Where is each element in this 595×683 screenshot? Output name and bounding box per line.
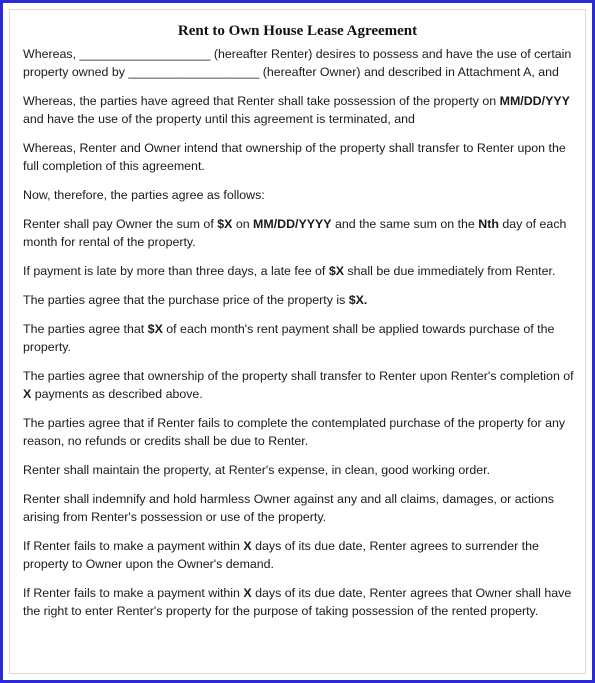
clause-paragraph — [23, 215, 578, 251]
clause-paragraph — [23, 291, 578, 309]
clause-text: The parties agree that the purchase price of the property is — [23, 293, 349, 307]
placeholder-value: $X — [217, 217, 233, 231]
clause-text: If payment is late by more than three days, a late fee of — [23, 264, 329, 278]
clause-paragraph — [23, 584, 578, 620]
placeholder-value: X — [243, 539, 252, 553]
clause-text: and have the use of the property until this agreement is terminated, and — [23, 112, 415, 126]
clause-text: The parties agree that if Renter fails to complete the contemplated purchase of the property for any reason, no refunds or credits shall be due to Renter. — [23, 416, 566, 448]
document-title: Rent to Own House Lease Agreement — [177, 23, 418, 39]
clause-paragraph — [23, 262, 578, 280]
clause-text: payments as described above. — [31, 387, 203, 401]
document-body — [23, 45, 578, 631]
placeholder-value: X — [23, 387, 32, 401]
clause-text: Whereas, ___________________ (hereafter Renter) desires to possess and have the use of certain property owned by ___________________ (hereafter Owner) and described in Attachment A, and — [23, 47, 572, 79]
clause-paragraph — [23, 367, 578, 403]
clause-text: Whereas, Renter and Owner intend that ownership of the property shall transfer to Renter upon the full completion of this agreement. — [23, 141, 566, 173]
clause-text: Renter shall indemnify and hold harmless Owner against any and all claims, damages, or actions arising from Renter's possession or use of the property. — [23, 492, 555, 524]
clause-text: on — [232, 217, 254, 231]
clause-text: and the same sum on the — [331, 217, 479, 231]
clause-paragraph — [23, 186, 578, 204]
clause-paragraph — [23, 461, 578, 479]
clause-paragraph — [23, 414, 578, 450]
placeholder-value: $X — [147, 322, 163, 336]
clause-paragraph — [23, 45, 578, 81]
clause-text: days of its due date, Renter agrees to surrender the property to Owner upon the Owner's demand. — [23, 539, 539, 571]
clause-text: shall be due immediately from Renter. — [343, 264, 556, 278]
clause-paragraph — [23, 537, 578, 573]
clause-text: The parties agree that — [23, 322, 148, 336]
placeholder-value: Nth — [478, 217, 499, 231]
clause-paragraph — [23, 490, 578, 526]
placeholder-value: MM/DD/YYY — [499, 94, 570, 108]
clause-text: Renter shall maintain the property, at Renter's expense, in clean, good working order. — [23, 463, 491, 477]
placeholder-value: $X. — [348, 293, 368, 307]
clause-text: Now, therefore, the parties agree as follows: — [23, 188, 265, 202]
clause-text: days of its due date, Renter agrees that Owner shall have the right to enter Renter's property for the purpose of taking possession of the rented property. — [23, 586, 572, 618]
clause-text: of each month's rent payment shall be applied towards purchase of the property. — [23, 322, 555, 354]
clause-text: If Renter fails to make a payment within — [23, 586, 244, 600]
placeholder-value: MM/DD/YYYY — [253, 217, 332, 231]
placeholder-value: X — [243, 586, 252, 600]
clause-text: day of each month for rental of the property. — [23, 217, 567, 249]
clause-paragraph — [23, 92, 578, 128]
clause-paragraph — [23, 320, 578, 356]
clause-paragraph — [23, 139, 578, 175]
clause-text: If Renter fails to make a payment within — [23, 539, 244, 553]
clause-text: Renter shall pay Owner the sum of — [23, 217, 218, 231]
clause-text: Whereas, the parties have agreed that Renter shall take possession of the property on — [23, 94, 500, 108]
clause-text: The parties agree that ownership of the property shall transfer to Renter upon Renter's completion of — [23, 369, 574, 383]
placeholder-value: $X — [328, 264, 344, 278]
